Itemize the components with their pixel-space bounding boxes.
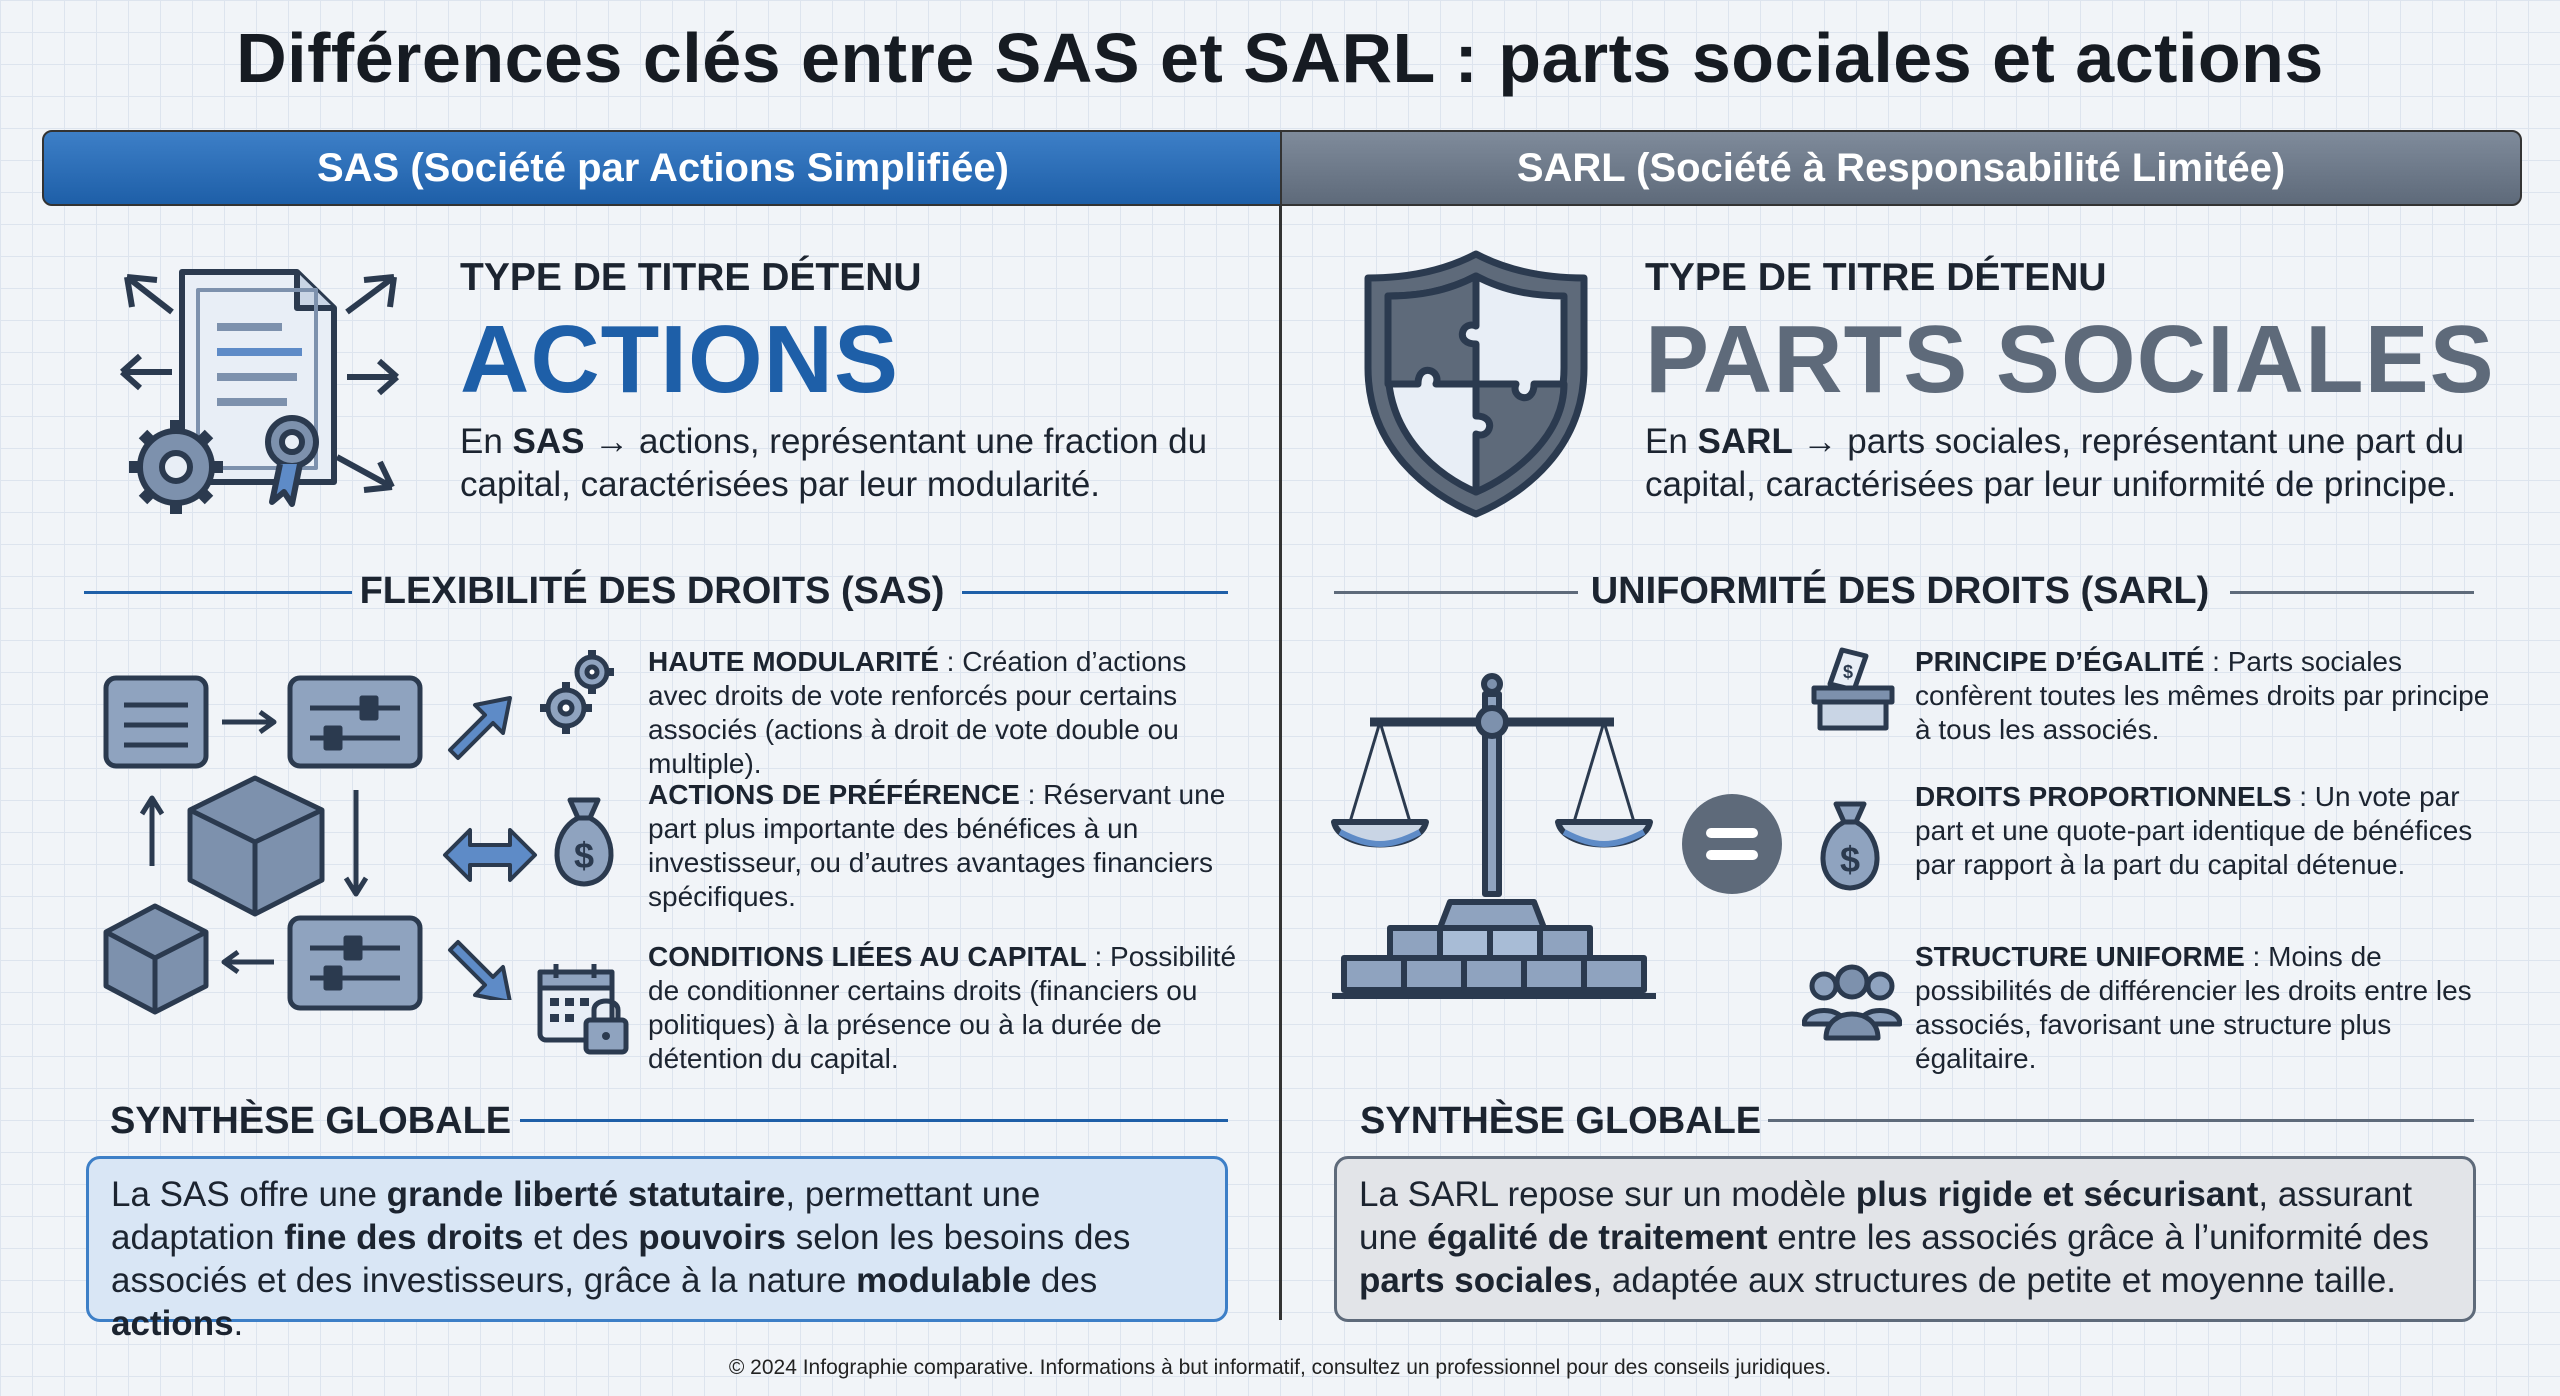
sarl-item-structure-uniforme: STRUCTURE UNIFORME : Moins de possibilités de différencier les droits entre les associés, favorisant une structure plus égalitaire. [1915, 941, 2472, 1074]
sarl-kicker: TYPE DE TITRE DÉTENU [1645, 256, 2107, 299]
sarl-synthesis-segment: parts sociales [1359, 1261, 1593, 1300]
sas-synthesis-segment: La SAS offre une [111, 1175, 387, 1214]
sas-column-header: SAS (Société par Actions Simplifiée) [42, 130, 1284, 206]
sarl-synthesis-line [1768, 1119, 2474, 1122]
svg-text:$: $ [573, 835, 595, 876]
sarl-section-line-left [1334, 591, 1578, 594]
sarl-item-principe-egalite: PRINCIPE D’ÉGALITÉ : Parts sociales confèrent toutes les mêmes droits par principe à tous les associés. [1915, 646, 2490, 745]
sas-synthesis-segment: pouvoirs [638, 1218, 787, 1257]
sarl-synthesis-segment: , adaptée aux structures de petite et moyenne taille. [1592, 1261, 2397, 1300]
sarl-synthesis-title: SYNTHÈSE GLOBALE [1360, 1100, 1762, 1142]
page-title: Différences clés entre SAS et SARL : parts sociales et actions [236, 19, 2324, 97]
sas-synthesis-line [520, 1119, 1228, 1122]
gears-icon [538, 648, 626, 736]
svg-text:$: $ [1839, 839, 1861, 880]
scale-of-justice-icon [1330, 672, 1670, 1012]
sas-item-conditions-capital: CONDITIONS LIÉES AU CAPITAL : Possibilité de conditionner certains droits (financiers ou politiques) à la présence ou à la durée de détention du capital. [648, 941, 1237, 1074]
group-people-icon [1802, 964, 1902, 1044]
money-bag-icon [546, 792, 622, 888]
sas-kicker: TYPE DE TITRE DÉTENU [460, 256, 922, 299]
modular-flow-diagram [100, 670, 430, 1020]
sas-synthesis-segment: , permettant une adaptation [111, 1175, 1041, 1257]
sas-item-haute-modularite: HAUTE MODULARITÉ : Création d’actions avec droits de vote renforcés pour certains associés (actions à droit de vote double ou multiple). [648, 646, 1187, 779]
shield-puzzle-icon [1358, 248, 1594, 520]
sarl-synthesis-segment: entre les associés grâce à l’uniformité des [1767, 1218, 2429, 1257]
calendar-lock-icon [534, 958, 632, 1056]
sas-synthesis-segment: selon les besoins des associés et des investisseurs, grâce à la nature [111, 1218, 1131, 1300]
contract-gears-icon [112, 252, 412, 522]
sas-section-line-right [962, 591, 1228, 594]
money-bag-icon [1812, 796, 1888, 892]
direction-arrows [440, 680, 540, 1000]
sarl-description: En SARL → parts sociales, représentant une part du capital, caractérisées par leur uniformité de principe. [1645, 422, 2465, 504]
sarl-synthesis-segment: , assurant une [1359, 1175, 2413, 1257]
sarl-synthesis-box [1334, 1156, 2476, 1322]
sas-synthesis-box [86, 1156, 1228, 1343]
sas-synthesis-segment: actions [111, 1304, 234, 1343]
sarl-section-title: UNIFORMITÉ DES DROITS (SARL) [1590, 570, 2210, 612]
sas-synthesis-segment: des [1031, 1261, 1098, 1300]
ballot-box-icon [1808, 642, 1898, 732]
sas-synthesis-segment: modulable [856, 1261, 1032, 1300]
footer-disclaimer: © 2024 Infographie comparative. Informations à but informatif, consultez un professionnel pour des conseils juridiques. [728, 1356, 1832, 1379]
svg-text:$: $ [1842, 662, 1854, 682]
sas-section-line-left [84, 591, 352, 594]
sarl-synthesis-segment: La SARL repose sur un modèle [1359, 1175, 1856, 1214]
sas-synthesis-segment: . [233, 1304, 244, 1343]
sarl-title-parts-sociales: PARTS SOCIALES [1645, 306, 2495, 413]
sarl-synthesis-segment: égalité de traitement [1427, 1218, 1768, 1257]
sas-synthesis-title: SYNTHÈSE GLOBALE [110, 1100, 512, 1142]
sarl-column-header: SARL (Société à Responsabilité Limitée) [1280, 130, 2522, 206]
equals-icon [1680, 792, 1784, 896]
sas-synthesis-segment: fine des droits [284, 1218, 524, 1257]
sarl-synthesis-segment: plus rigide et sécurisant [1855, 1175, 2259, 1214]
sas-synthesis-segment: grande liberté statutaire [386, 1175, 786, 1214]
sarl-item-droits-proportionnels: DROITS PROPORTIONNELS : Un vote par part et une quote-part identique de bénéfices par rapport à la part du capital détenue. [1915, 781, 2473, 880]
sarl-section-line-right [2230, 591, 2474, 594]
sas-title-actions: ACTIONS [460, 306, 899, 413]
sas-description: En SAS → actions, représentant une fraction du capital, caractérisées par leur modularité. [460, 422, 1208, 504]
sas-section-title: FLEXIBILITÉ DES DROITS (SAS) [359, 570, 945, 612]
sas-synthesis-segment: et des [523, 1218, 639, 1257]
column-divider [1279, 204, 1282, 1320]
sas-item-actions-preference: ACTIONS DE PRÉFÉRENCE : Réservant une part plus importante des bénéfices à un investisseur, ou d’autres avantages financiers spécifiques. [648, 779, 1226, 912]
